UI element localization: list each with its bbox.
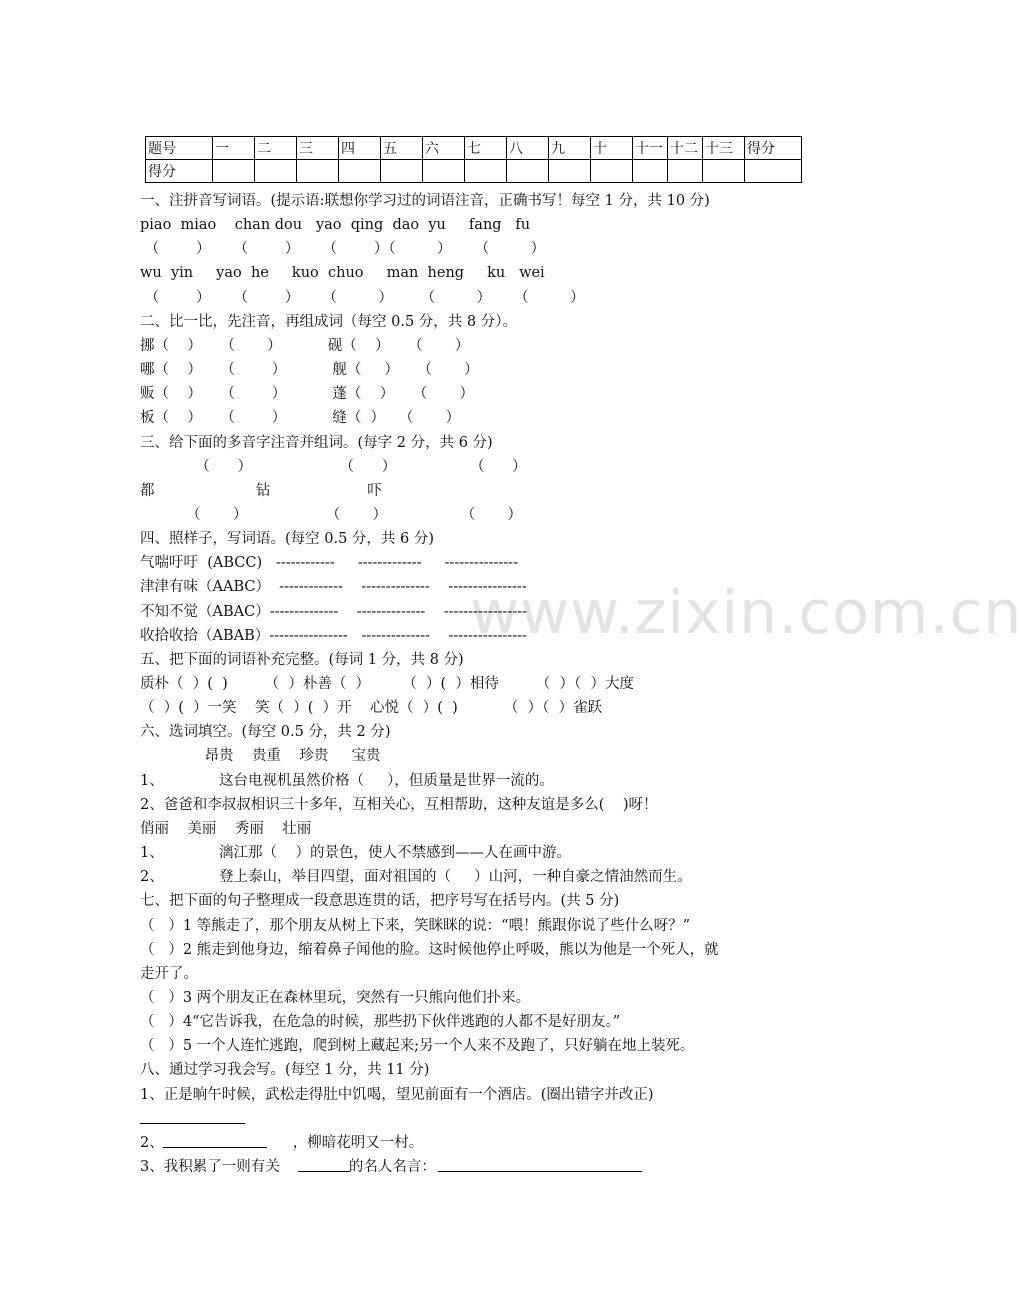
table-cell: 得分 (146, 160, 213, 183)
text-line: 六、选词填空。(每空 0.5 分，共 2 分) (140, 724, 391, 740)
text-line: 四、照样子，写词语。(每空 0.5 分，共 6 分) (140, 531, 435, 547)
table-cell: 得分 (745, 137, 802, 160)
table-cell: 十一 (633, 137, 668, 160)
text-line: （ ）3 两个朋友正在森林里玩，突然有一只熊向他们扑来。 (140, 990, 531, 1006)
text-line: 2、 ，柳暗花明又一村。 (140, 1135, 424, 1151)
answer-underline (298, 1171, 350, 1172)
score-table (145, 136, 802, 183)
text-line: 贩（ ） （ ） 蓬（ ） （ ） (140, 386, 474, 402)
score-cell (381, 160, 423, 183)
text-line: （ ）1 等熊走了，那个朋友从树上下来，笑眯眯的说：“喂！熊跟你说了些什么呀？” (140, 918, 690, 934)
text-line: 板（ ） （ ） 缝（ ） （ ） (140, 410, 461, 426)
score-cell (591, 160, 633, 183)
text-line: 五、把下面的词语补充完整。(每词 1 分，共 8 分) (140, 652, 464, 668)
text-line: （ ）( ）一笑 笑（ ）( ）开 心悦（ ）( ) （ ）（ ）雀跃 (140, 700, 603, 716)
table-cell: 题号 (146, 137, 213, 160)
watermark: www.zixin.com.cn (470, 578, 1022, 648)
table-cell: 八 (507, 137, 549, 160)
text-line: 俏丽 美丽 秀丽 壮丽 (140, 821, 312, 837)
text-line: 1、正是晌午时候，武松走得肚中饥喝，望见前面有一个酒店。(圈出错字并改正) (140, 1087, 654, 1103)
text-line: （ ） （ ） （ ）（ ） （ ） (140, 241, 546, 257)
table-cell: 十三 (703, 137, 745, 160)
answer-underline (163, 1147, 267, 1148)
table-cell: 九 (549, 137, 591, 160)
score-cell (507, 160, 549, 183)
score-cell (255, 160, 297, 183)
text-line: 1、 漓江那（ ）的景色，使人不禁感到——人在画中游。 (140, 845, 571, 861)
text-line: （ ）4“它告诉我，在危急的时候，那些扔下伙伴逃跑的人都不是好朋友。” (140, 1014, 621, 1030)
score-cell (339, 160, 381, 183)
text-line: （ ） （ ） （ ） (140, 507, 522, 523)
score-cell (633, 160, 668, 183)
score-cell (423, 160, 465, 183)
answer-underline (140, 1123, 245, 1124)
score-cell (703, 160, 745, 183)
score-cell (465, 160, 507, 183)
score-cell (213, 160, 255, 183)
table-cell: 七 (465, 137, 507, 160)
text-line: 收拾收拾（ABAB）---------------- -------------- ---------------- (140, 628, 527, 644)
text-line: 不知不觉（ABAC）-------------- -------------- ----------------- (140, 604, 528, 620)
text-line: 1、 这台电视机虽然价格（ ），但质量是世界一流的。 (140, 773, 554, 789)
score-table-header-row (146, 137, 802, 160)
text-line: 气喘吁吁 (ABCC) ------------ ------------- --------------- (140, 555, 519, 571)
text-line: 3、我积累了一则有关 的名人名言： (140, 1159, 436, 1175)
text-line: （ ）2 熊走到他身边，缩着鼻子闻他的脸。这时候他停止呼吸，熊以为他是一个死人，就 (140, 942, 719, 958)
text-line: 哪（ ） （ ） 舰（ ） （ ） (140, 362, 479, 378)
score-table-score-row (146, 160, 802, 183)
text-line: 2、爸爸和李叔叔相识三十多年，互相关心，互相帮助，这种友谊是多么( )呀！ (140, 797, 658, 813)
score-cell (549, 160, 591, 183)
table-cell: 一 (213, 137, 255, 160)
table-cell: 六 (423, 137, 465, 160)
score-cell (668, 160, 703, 183)
text-line: 质朴（ ）( ) （ ）朴善（ ） （ ）( ）相待 （ ）（ ）大度 (140, 676, 634, 692)
table-cell: 三 (297, 137, 339, 160)
text-line: 昂贵 贵重 珍贵 宝贵 (140, 748, 381, 764)
text-line: （ ） （ ） （ ） (140, 459, 527, 475)
text-line: 二、比一比，先注音，再组成词（每空 0.5 分，共 8 分）。 (140, 314, 517, 330)
text-line: 都 钻 吓 (140, 483, 382, 499)
score-cell (297, 160, 339, 183)
table-cell: 五 (381, 137, 423, 160)
table-cell: 十 (591, 137, 633, 160)
text-line: （ ） （ ） （ ） （ ） （ ） (140, 290, 585, 306)
text-line: 2、 登上泰山，举目四望，面对祖国的（ ）山河，一种自豪之情油然而生。 (140, 869, 692, 885)
text-line: wu yin yao he kuo chuo man heng ku wei (140, 265, 545, 281)
text-line: 三、给下面的多音字注音并组词。(每字 2 分，共 6 分) (140, 435, 493, 451)
table-cell: 四 (339, 137, 381, 160)
score-cell (745, 160, 802, 183)
text-line: 八、通过学习我会写。(每空 1 分，共 11 分) (140, 1062, 430, 1078)
text-line: 津津有味（AABC） ------------- -------------- ---------------- (140, 579, 527, 595)
table-cell: 二 (255, 137, 297, 160)
text-line: 一、注拼音写词语。(提示语:联想你学习过的词语注音，正确书写！每空 1 分，共 10 分) (140, 193, 710, 209)
answer-underline (438, 1171, 642, 1172)
text-line: 走开了。 (140, 966, 198, 982)
text-line: （ ）5 一个人连忙逃跑，爬到树上藏起来;另一个人来不及跑了，只好躺在地上装死。 (140, 1038, 695, 1054)
text-line: 挪（ ） （ ） 砚（ ） （ ） (140, 338, 470, 354)
table-cell: 十二 (668, 137, 703, 160)
text-line: piao miao chan dou yao qing dao yu fang fu (140, 217, 531, 233)
text-line: 七、把下面的句子整理成一段意思连贯的话，把序号写在括号内。(共 5 分) (140, 893, 620, 909)
